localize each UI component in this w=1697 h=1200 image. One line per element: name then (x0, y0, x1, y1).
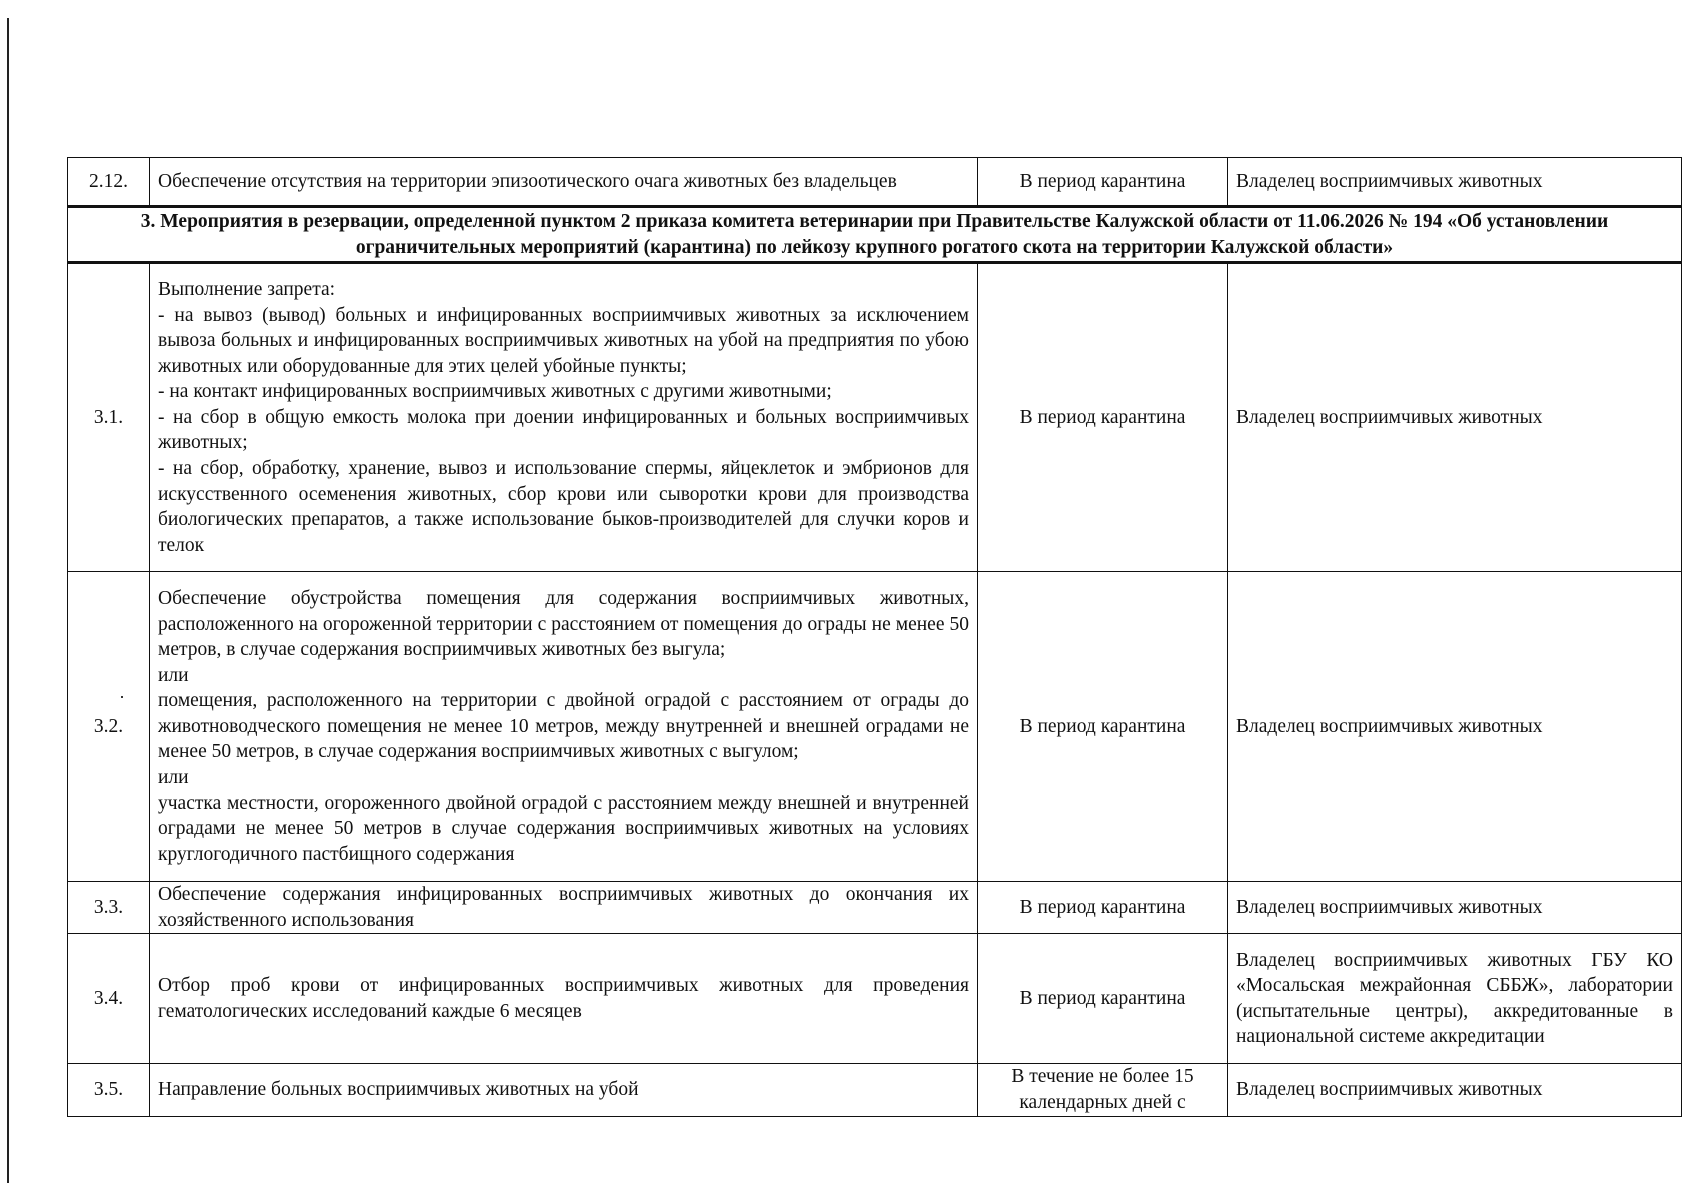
row-responsible: Владелец восприимчивых животных (1228, 882, 1682, 934)
row-number: 3.3. (68, 882, 150, 934)
measures-table (67, 157, 1682, 1117)
section-header-row (68, 207, 1682, 263)
row-description: Обеспечение содержания инфицированных восприимчивых животных до окончания их хозяйственного использования (150, 882, 978, 934)
row-description: Направление больных восприимчивых животных на убой (150, 1064, 978, 1116)
row-period: В период карантина (978, 572, 1228, 882)
row-description: Обеспечение обустройства помещения для содержания восприимчивых животных, расположенного на огороженной территории с расстоянием от помещения до ограды не менее 50 метров, в случае содержания восприимчивых животных без выгула; или помещения, расположенного на территории с двойной оградой с расстоянием от ограды до животноводческого помещения не менее 10 метров, между внутренней и внешней оградами не менее 50 метров, в случае содержания восприимчивых животных с выгулом; или участка местности, огороженного двойной оградой с расстоянием между внешней и внутренней оградами не менее 50 метров в случае содержания восприимчивых животных на условиях круглогодичного пастбищного содержания (150, 572, 978, 882)
left-margin-rule (7, 18, 9, 1183)
row-responsible: Владелец восприимчивых животных (1228, 572, 1682, 882)
row-period: В период карантина (978, 263, 1228, 572)
row-responsible: Владелец восприимчивых животных (1228, 158, 1682, 207)
section-title: 3. Мероприятия в резервации, определенной пунктом 2 приказа комитета ветеринарии при Правительстве Калужской области от 11.06.2026 № 194 «Об установлении ограничительных мероприятий (карантина) по лейкозу крупного рогатого скота на территории Калужской области» (68, 207, 1682, 263)
row-description: Отбор проб крови от инфицированных восприимчивых животных для проведения гематологических исследований каждые 6 месяцев (150, 934, 978, 1064)
table-row (68, 572, 1682, 882)
row-period: В течение не более 15 календарных дней с (978, 1064, 1228, 1116)
table-row (68, 934, 1682, 1064)
table-row (68, 882, 1682, 934)
row-period: В период карантина (978, 882, 1228, 934)
row-period: В период карантина (978, 158, 1228, 207)
row-responsible: Владелец восприимчивых животных (1228, 263, 1682, 572)
table-row (68, 1064, 1682, 1116)
row-description: Выполнение запрета: - на вывоз (вывод) больных и инфицированных восприимчивых животных за исключением вывоза больных и инфицированных восприимчивых животных на убой на предприятия по убою животных или оборудованные для этих целей убойные пункты; - на контакт инфицированных восприимчивых животных с другими животными; - на сбор в общую емкость молока при доении инфицированных и больных восприимчивых животных; - на сбор, обработку, хранение, вывоз и использование спермы, яйцеклеток и эмбрионов для искусственного осеменения животных, сбор крови или сыворотки крови для производства биологических препаратов, а также использование быков-производителей для случки коров и телок (150, 263, 978, 572)
row-number: 2.12. (68, 158, 150, 207)
row-period: В период карантина (978, 934, 1228, 1064)
table-row (68, 158, 1682, 207)
row-number: 3.4. (68, 934, 150, 1064)
row-number: 3.1. (68, 263, 150, 572)
row-responsible: Владелец восприимчивых животных (1228, 1064, 1682, 1116)
row-number: 3.5. (68, 1064, 150, 1116)
table-row (68, 263, 1682, 572)
row-number: 3.2. (68, 572, 150, 882)
row-description: Обеспечение отсутствия на территории эпизоотического очага животных без владельцев (150, 158, 978, 207)
row-responsible: Владелец восприимчивых животных ГБУ КО «Мосальская межрайонная СББЖ», лаборатории (испытательные центры), аккредитованные в национальной системе аккредитации (1228, 934, 1682, 1064)
